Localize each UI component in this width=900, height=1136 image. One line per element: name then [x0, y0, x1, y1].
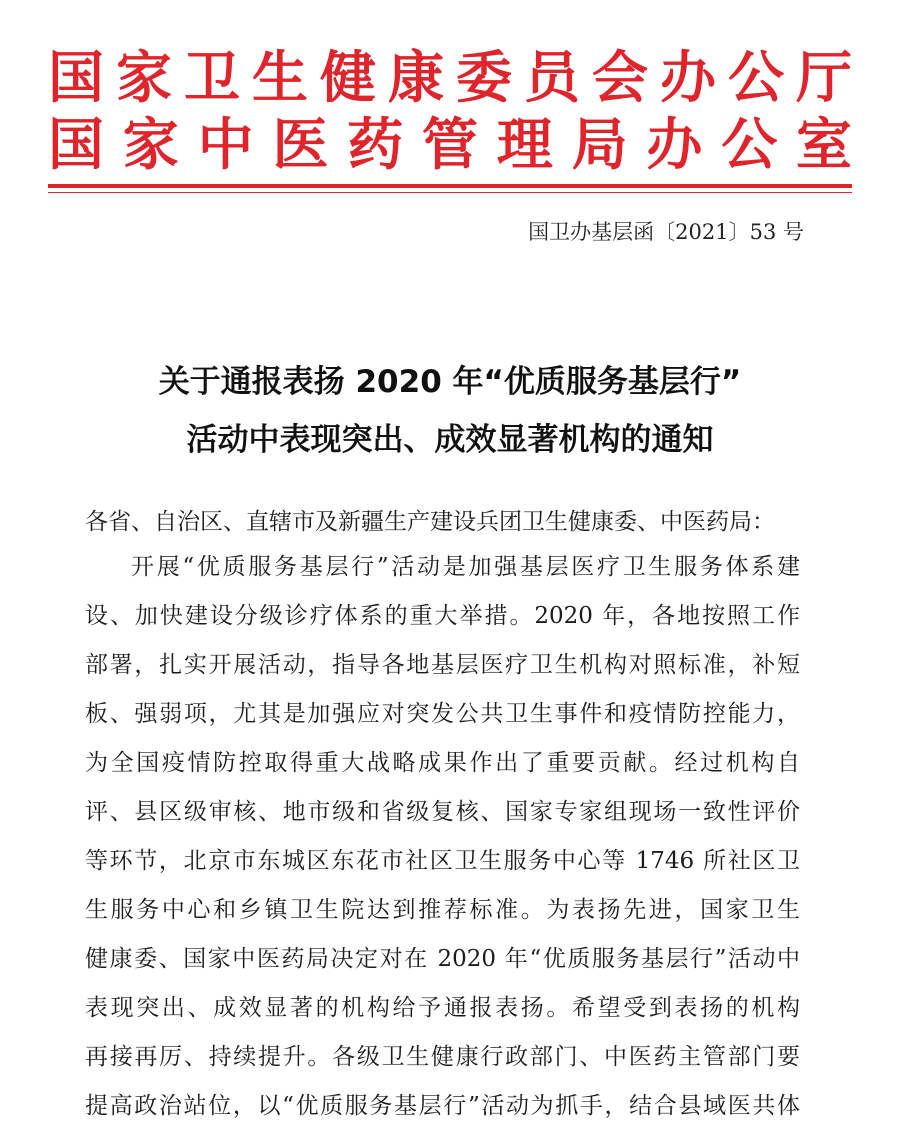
issuer-header-line-2: 国家中医药管理局办公室	[48, 113, 852, 178]
document-number: 国卫办基层函〔2021〕53 号	[528, 220, 804, 244]
header-rule-thick	[48, 184, 852, 188]
body-line: 设、加快建设分级诊疗体系的重大举措。2020 年，各地按照工作	[85, 603, 800, 629]
body-line: 板、强弱项，尤其是加强应对突发公共卫生事件和疫情防控能力，	[85, 701, 800, 727]
body-line: 评、县区级审核、地市级和省级复核、国家专家组现场一致性评价	[85, 799, 800, 825]
notice-title-line-1: 关于通报表扬 2020 年“优质服务基层行”	[158, 364, 742, 400]
notice-title-line-2: 活动中表现突出、成效显著机构的通知	[186, 422, 714, 458]
body-line: 部署，扎实开展活动，指导各地基层医疗卫生机构对照标准，补短	[85, 652, 800, 678]
body-line: 等环节，北京市东城区东花市社区卫生服务中心等 1746 所社区卫	[85, 848, 800, 874]
body-line: 再接再厉、持续提升。各级卫生健康行政部门、中医药主管部门要	[85, 1044, 800, 1070]
header-rule-thin	[48, 192, 852, 193]
body-line: 健康委、国家中医药局决定对在 2020 年“优质服务基层行”活动中	[85, 946, 800, 972]
body-line: 提高政治站位，以“优质服务基层行”活动为抓手，结合县域医共体	[85, 1093, 800, 1119]
body-line: 生服务中心和乡镇卫生院达到推荐标准。为表扬先进，国家卫生	[85, 897, 800, 923]
salutation: 各省、自治区、直辖市及新疆生产建设兵团卫生健康委、中医药局：	[85, 509, 775, 535]
body-line: 开展“优质服务基层行”活动是加强基层医疗卫生服务体系建	[131, 554, 800, 580]
issuer-header-line-1: 国家卫生健康委员会办公厅	[48, 46, 852, 111]
body-line: 表现突出、成效显著的机构给予通报表扬。希望受到表扬的机构	[85, 995, 800, 1021]
body-line: 为全国疫情防控取得重大战略成果作出了重要贡献。经过机构自	[85, 750, 800, 776]
